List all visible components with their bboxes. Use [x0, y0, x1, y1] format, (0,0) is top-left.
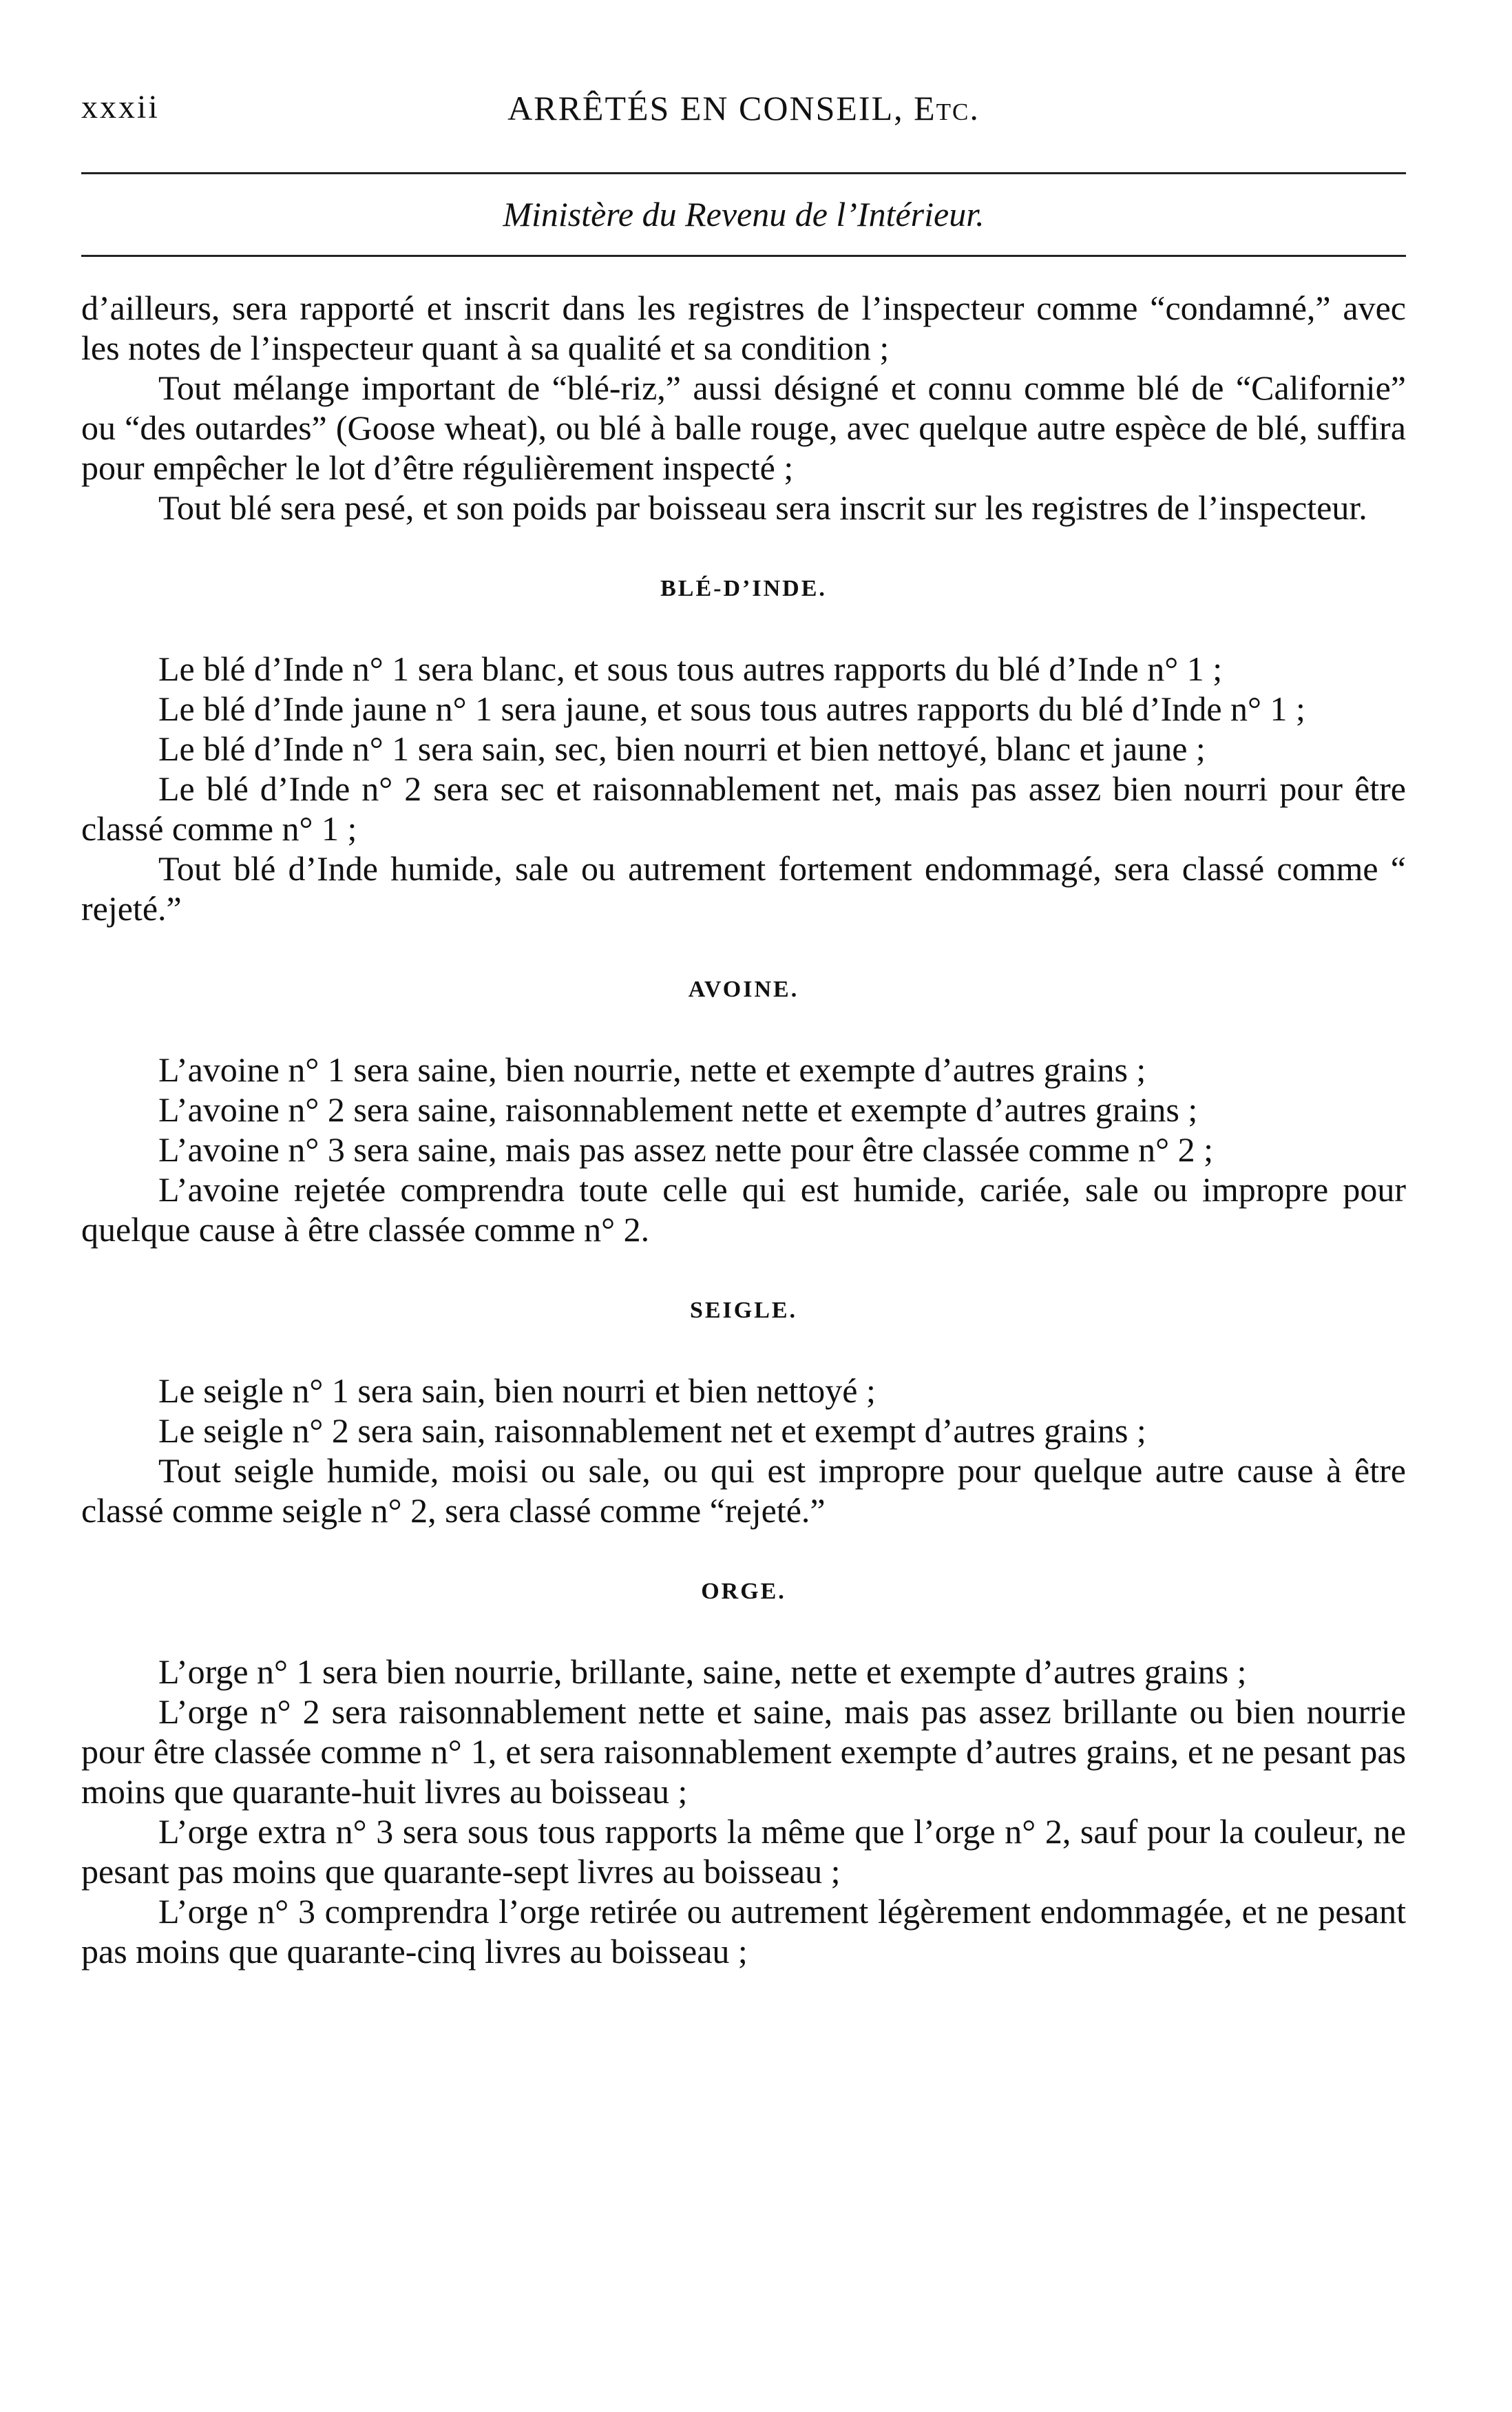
paragraph: Le blé d’Inde jaune n° 1 sera jaune, et sous tous autres rapports du blé d’Inde n° 1 ; — [158, 689, 1305, 728]
paragraph: Le seigle n° 2 sera sain, raisonnablement net et exempt d’autres grains ; — [158, 1411, 1146, 1450]
section-title-seigle: SEIGLE. — [689, 1298, 798, 1323]
paragraph: Tout blé sera pesé, et son poids par boisseau sera inscrit sur les registres de l’inspecteur. — [158, 488, 1367, 527]
section-title-avoine: AVOINE. — [688, 977, 799, 1002]
page-number: xxxii — [81, 89, 160, 125]
paragraph: L’orge n° 1 sera bien nourrie, brillante, saine, nette et exempte d’autres grains ; — [158, 1652, 1247, 1691]
page-header — [81, 88, 1406, 136]
paragraph: Tout blé d’Inde humide, sale ou autrement fortement endommagé, sera classé comme “ rejeté.” — [81, 849, 1406, 928]
header-rule-top — [81, 172, 1406, 174]
body-text — [81, 288, 1406, 1971]
section-title-orge: ORGE. — [701, 1579, 786, 1604]
paragraph: L’avoine n° 3 sera saine, mais pas assez nette pour être classée comme n° 2 ; — [158, 1130, 1214, 1169]
running-title-etc: Etc. — [914, 89, 980, 127]
paragraph: Le blé d’Inde n° 2 sera sec et raisonnablement net, mais pas assez bien nourri pour être classé comme n° 1 ; — [81, 769, 1406, 848]
paragraph: d’ailleurs, sera rapporté et inscrit dans les registres de l’inspecteur comme “condamné,” avec les notes de l’inspecteur quant à sa qualité et sa condition ; — [81, 289, 1406, 367]
paragraph: L’avoine n° 1 sera saine, bien nourrie, nette et exempte d’autres grains ; — [158, 1050, 1146, 1089]
paragraph: Le seigle n° 1 sera sain, bien nourri et bien nettoyé ; — [158, 1371, 876, 1410]
paragraph: L’orge extra n° 3 sera sous tous rapports la même que l’orge n° 2, sauf pour la couleur, ne pesant pas moins que quarante-sept livres au boisseau ; — [81, 1812, 1406, 1891]
paragraph: L’orge n° 3 comprendra l’orge retirée ou autrement légèrement endommagée, et ne pesant pas moins que quarante-cinq livres au boisseau ; — [81, 1892, 1406, 1971]
paragraph: L’orge n° 2 sera raisonnablement nette et saine, mais pas assez brillante ou bien nourrie pour être classée comme n° 1, et sera raisonnablement exempte d’autres grains, et ne pesant pas moins que quarante-huit livres au boisseau ; — [81, 1692, 1406, 1811]
section-title-ble-d-inde: BLÉ-D’INDE. — [660, 576, 827, 601]
paragraph: Le blé d’Inde n° 1 sera sain, sec, bien nourri et bien nettoyé, blanc et jaune ; — [158, 729, 1206, 768]
paragraph: L’avoine n° 2 sera saine, raisonnablement nette et exempte d’autres grains ; — [158, 1090, 1198, 1129]
running-title-text: ARRÊTÉS EN CONSEIL, — [507, 89, 904, 127]
ministry-subtitle: Ministère du Revenu de l’Intérieur. — [503, 195, 985, 233]
paragraph: L’avoine rejetée comprendra toute celle qui est humide, cariée, sale ou impropre pour quelque cause à être classée comme n° 2. — [81, 1170, 1406, 1249]
running-title — [81, 88, 1406, 128]
paragraph: Tout mélange important de “blé-riz,” aussi désigné et connu comme blé de “Californie” ou “des outardes” (Goose wheat), ou blé à balle rouge, avec quelque autre espèce de blé, suffira pour empêcher le lot d’être régulièrement inspecté ; — [81, 368, 1406, 487]
paragraph: Le blé d’Inde n° 1 sera blanc, et sous tous autres rapports du blé d’Inde n° 1 ; — [158, 649, 1223, 688]
header-rule-bottom — [81, 255, 1406, 257]
paragraph: Tout seigle humide, moisi ou sale, ou qui est impropre pour quelque autre cause à être classé comme seigle n° 2, sera classé comme “rejeté.” — [81, 1451, 1406, 1530]
